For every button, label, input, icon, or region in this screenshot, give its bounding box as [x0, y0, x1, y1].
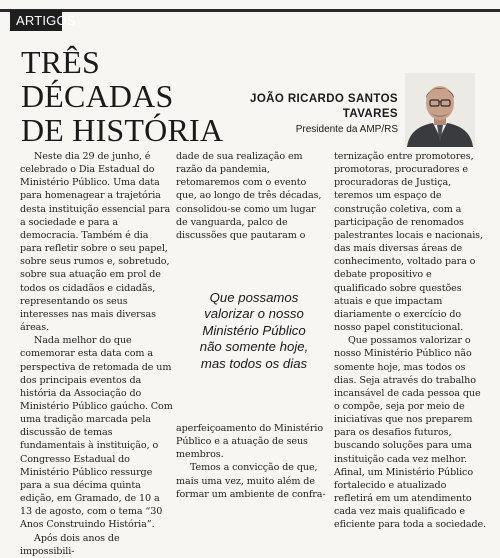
- pull-quote: [186, 290, 322, 372]
- paragraph: Que possamos valorizar o nosso Ministério Público não somente hoje, mas todos os dias. Seja através do trabalho incansável de cada pessoa que o compõe, seja por meio de iniciativas que nos preparem para os desafios futuros, buscando soluções para uma instituição cada vez melhor. Afinal, um Ministério Público fortalecido e atualizado refletirá em um atendimento cada vez mais qualificado e eficiente para toda a sociedade.: [334, 335, 487, 531]
- paragraph: Temos a convicção de que, mais uma vez, muito além de formar um ambiente de confra-: [176, 462, 326, 500]
- article-column-1: [20, 150, 173, 557]
- paragraph: aperfeiçoamento do Ministério Público e a atuação de seus membros.: [176, 423, 324, 461]
- article-column-2-bottom: [176, 422, 329, 501]
- section-label: [10, 10, 76, 31]
- author-portrait: [405, 73, 475, 147]
- article-headline: [21, 45, 241, 147]
- top-rule: [0, 9, 500, 12]
- pull-quote-line: mas todos os dias: [200, 355, 308, 371]
- author-name-line-2: TAVARES: [342, 107, 398, 120]
- author-byline: [250, 92, 398, 137]
- pull-quote-line: não somente hoje,: [199, 339, 309, 355]
- article-column-3: [334, 150, 487, 531]
- pull-quote-line: valorizar o nosso: [204, 306, 304, 322]
- author-portrait-image: [405, 73, 475, 147]
- paragraph: Neste dia 29 de junho, é celebrado o Dia Estadual do Ministério Público. Uma data para homenagear a trajetória desta instituição essencial para a sociedade e para a democracia. Também é dia para refletir sobre o seu papel, sobre seus rumos e, sobretudo, sobre sua atuação em prol de todos os cidadãos e cidadãs, representando os seus interesses nas mais diversas áreas.: [20, 151, 171, 334]
- author-name: [250, 92, 398, 121]
- pull-quote-line: Ministério Público: [202, 322, 306, 338]
- article-column-2-top: [176, 150, 329, 285]
- paragraph: ternização entre promotores, promotoras, procuradores e procuradoras de Justiça, teremos um espaço de construção coletiva, com a participação de renomados palestrantes locais e nacionais, das mais diversas áreas de conhecimento, voltado para o debate propositivo e qualificado sobre questões atuais e que impactam diariamente o exercício do nosso papel constitucional.: [334, 151, 483, 334]
- section-label-text: ARTIGOS: [16, 13, 76, 28]
- pull-quote-line: Que possamos: [209, 290, 299, 305]
- author-role: Presidente da AMP/RS: [295, 124, 398, 135]
- headline-line-2: DE HISTÓRIA: [21, 112, 224, 148]
- author-name-line-1: JOÃO RICARDO SANTOS: [250, 93, 398, 105]
- paragraph: dade de sua realização em razão da pandemia, retomaremos com o evento que, ao longo de três décadas, consolidou-se como um lugar de vanguarda, palco de discussões que pautaram o: [176, 151, 322, 241]
- paragraph: Após dois anos de impossibili-: [20, 532, 120, 557]
- paragraph: Nada melhor do que comemorar esta data com a perspectiva de retomada de um dos principais eventos da história da Associação do Ministério Público gaúcho. Com uma tradição marcada pela discussão de temas fundamentais à instituição, o Congresso Estadual do Ministério Público ressurge para a sua décima quinta edição, em Gramado, de 10 a 13 de agosto, com o tema “30 Anos Construindo História”.: [20, 335, 173, 531]
- headline-line-1: TRÊS DÉCADAS: [21, 44, 174, 114]
